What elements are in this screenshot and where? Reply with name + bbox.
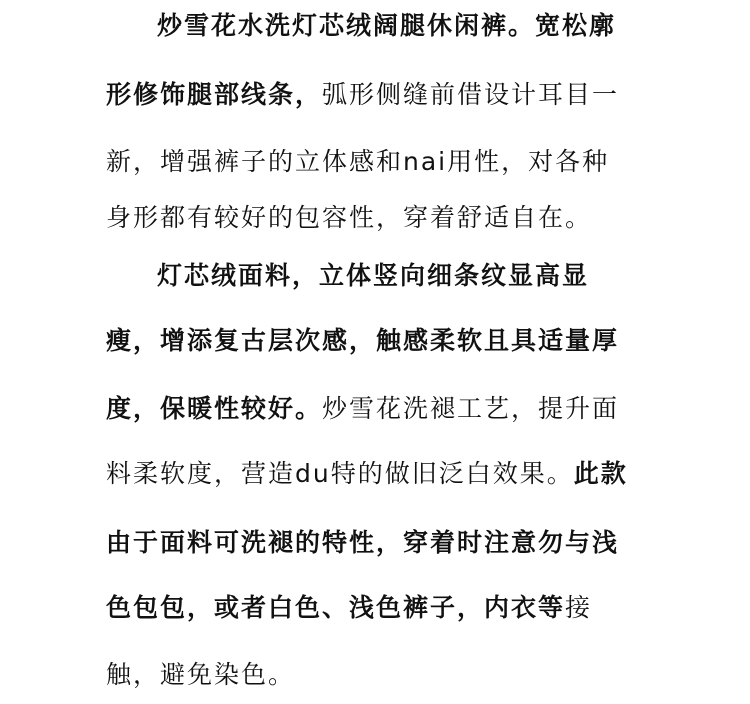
text-line-8 <box>106 456 628 492</box>
bold-text: 形修饰腿部线条， <box>106 80 323 109</box>
text-line-5 <box>157 258 589 294</box>
regular-text: 接 <box>565 593 593 622</box>
text-line-3 <box>106 144 609 180</box>
text-line-4 <box>106 200 592 236</box>
bold-text: 炒雪花水洗灯芯绒阔腿休闲裤。宽松廓 <box>157 11 617 40</box>
text-line-6 <box>106 323 619 359</box>
text-line-2 <box>106 77 619 113</box>
text-line-11 <box>106 657 295 693</box>
regular-text: 新，增强裤子的立体感和nai用性，对各种 <box>106 147 610 176</box>
text-line-7 <box>106 391 619 427</box>
bold-text: 瘦，增添复古层次感，触感柔软且具适量厚 <box>106 326 620 355</box>
regular-text: 炒雪花洗褪工艺，提升面 <box>322 394 620 423</box>
text-line-1 <box>157 8 616 44</box>
bold-text: 由于面料可洗褪的特性，穿着时注意勿与浅 <box>106 528 620 557</box>
bold-text: 此款 <box>573 459 628 488</box>
text-line-9 <box>106 525 619 561</box>
text-line-10 <box>106 590 592 626</box>
bold-text: 度，保暖性较好。 <box>106 394 323 423</box>
regular-text: 料柔软度，营造du特的做旧泛白效果。 <box>106 459 574 488</box>
bold-text: 色包包，或者白色、浅色裤子，内衣等 <box>106 593 566 622</box>
bold-text: 灯芯绒面料，立体竖向细条纹显高显 <box>157 261 590 290</box>
regular-text: 触，避免染色。 <box>106 660 296 689</box>
regular-text: 弧形侧缝前借设计耳目一 <box>322 80 620 109</box>
regular-text: 身形都有较好的包容性，穿着舒适自在。 <box>106 203 593 232</box>
